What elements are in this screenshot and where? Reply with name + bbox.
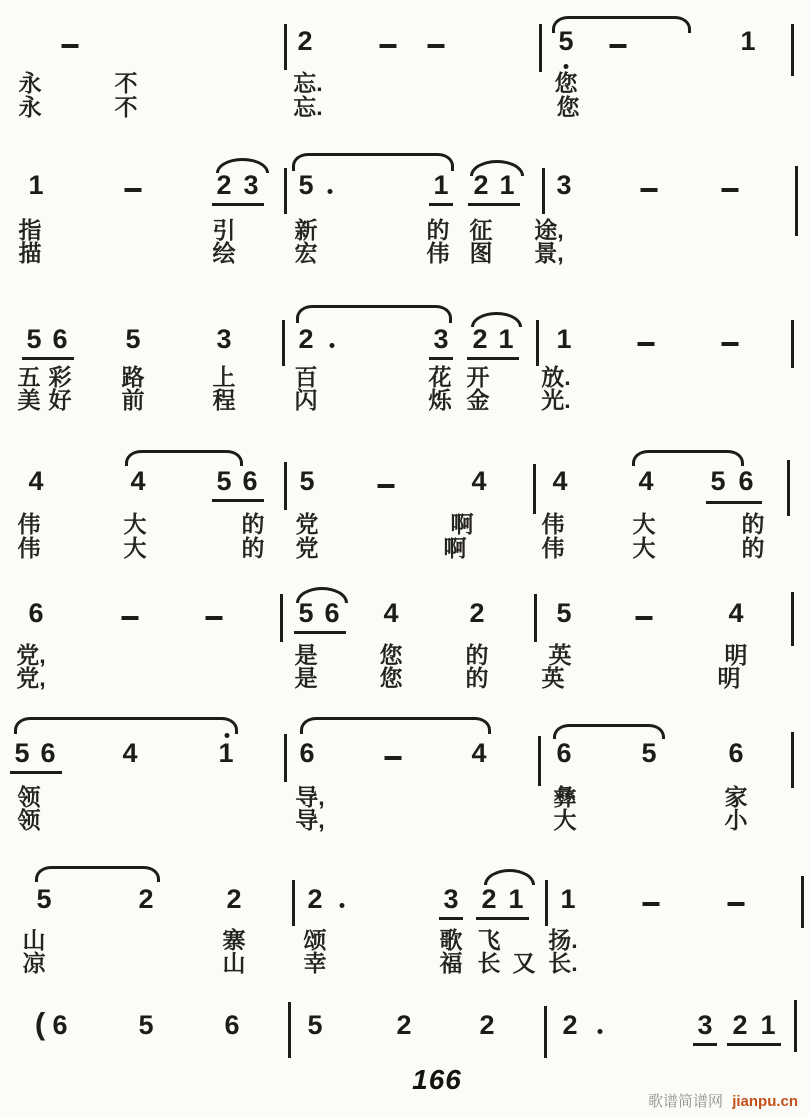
lyric-char: 家 xyxy=(724,784,748,810)
note-digit: 1 xyxy=(740,26,756,56)
lyric-char: 的 xyxy=(241,511,265,537)
duration-dash xyxy=(636,616,653,620)
note-digit: 1 xyxy=(498,324,514,354)
note-digit: 1 xyxy=(499,170,515,200)
note-digit: 1 xyxy=(560,884,576,914)
beam-underline xyxy=(212,203,264,206)
augmentation-dot xyxy=(330,343,335,348)
lyric-char: 啊 xyxy=(450,511,474,537)
barline xyxy=(534,594,537,642)
barline xyxy=(288,1002,291,1058)
note-digit: 4 xyxy=(122,738,138,768)
note-digit: 1 xyxy=(218,738,234,768)
lyric-char: 领 xyxy=(17,784,41,810)
slur xyxy=(125,450,243,466)
lyric-char: 伟 xyxy=(541,535,565,561)
note-digit: 4 xyxy=(383,598,399,628)
lyric-char: 小 xyxy=(724,807,748,833)
lyric-char: 烁 xyxy=(428,387,452,413)
note-digit: 2 xyxy=(138,884,154,914)
lyric-char: 上 xyxy=(212,364,236,390)
barline xyxy=(539,24,542,72)
note-digit: 2 xyxy=(732,1010,748,1040)
note-digit: 2 xyxy=(226,884,242,914)
note-digit: 5 xyxy=(138,1010,154,1040)
beam-underline xyxy=(429,357,453,360)
lyric-char: 的 xyxy=(741,535,765,561)
lyric-char: 闪 xyxy=(294,387,318,413)
lyric-char: 指 xyxy=(18,217,42,243)
duration-dash xyxy=(722,342,739,346)
note-digit: 6 xyxy=(556,738,572,768)
note-digit: 6 xyxy=(242,466,258,496)
slur xyxy=(300,717,491,734)
note-digit: 6 xyxy=(224,1010,240,1040)
beam-underline xyxy=(476,917,529,920)
lyric-char: 忘. xyxy=(293,70,323,96)
watermark-site-name: 歌谱简谱网 xyxy=(648,1093,724,1110)
lyric-char: 伟 xyxy=(541,511,565,537)
barline xyxy=(284,168,287,214)
duration-dash xyxy=(378,484,395,488)
note-digit: 6 xyxy=(299,738,315,768)
lyric-char: 永 xyxy=(18,70,42,96)
note-digit: 2 xyxy=(472,324,488,354)
note-digit: 6 xyxy=(40,738,56,768)
lyric-char: 前 xyxy=(121,387,145,413)
note-digit: 5 xyxy=(299,466,315,496)
duration-dash xyxy=(122,616,139,620)
duration-dash xyxy=(206,616,223,620)
beam-underline xyxy=(10,771,62,774)
duration-dash xyxy=(722,188,739,192)
watermark-site-url: jianpu.cn xyxy=(732,1093,799,1110)
beam-underline xyxy=(429,203,453,206)
lyric-char: 又 xyxy=(512,950,536,976)
note-digit: 1 xyxy=(508,884,524,914)
note-digit: 2 xyxy=(298,324,314,354)
duration-dash xyxy=(385,756,402,760)
beam-underline xyxy=(693,1043,717,1046)
barline xyxy=(787,460,790,516)
barline xyxy=(794,1000,797,1052)
lyric-char: 扬. xyxy=(548,927,578,953)
lyric-char: 征 xyxy=(469,217,493,243)
note-digit: 3 xyxy=(216,324,232,354)
duration-dash xyxy=(638,342,655,346)
beam-underline xyxy=(467,357,519,360)
lyric-char: 美 xyxy=(17,387,41,413)
lyric-char: 您 xyxy=(379,665,403,691)
note-digit: 5 xyxy=(641,738,657,768)
page-number: 166 xyxy=(412,1064,462,1095)
duration-dash xyxy=(125,188,142,192)
lyric-char: 明 xyxy=(717,665,741,691)
note-digit: 6 xyxy=(52,324,68,354)
slur-arc xyxy=(484,869,535,885)
augmentation-dot xyxy=(340,903,345,908)
lyric-char: 伟 xyxy=(17,511,41,537)
lyric-char: 开 xyxy=(466,364,490,390)
augmentation-dot xyxy=(328,189,333,194)
lyric-char: 金 xyxy=(466,387,490,413)
lyric-char: 您 xyxy=(379,642,403,668)
lyric-char: 山 xyxy=(222,950,246,976)
phrase-open-paren: ( xyxy=(34,1006,46,1041)
note-digit: 2 xyxy=(479,1010,495,1040)
lyric-char: 导, xyxy=(295,784,325,810)
lyric-char: 的 xyxy=(741,511,765,537)
lyric-char: 路 xyxy=(121,364,145,390)
lyric-char: 忘. xyxy=(293,94,323,120)
note-digit: 3 xyxy=(433,324,449,354)
lyric-char: 英 xyxy=(548,642,572,668)
lyric-char: 幸 xyxy=(303,950,327,976)
lyric-char: 绘 xyxy=(212,240,236,266)
duration-dash xyxy=(380,44,397,48)
note-digit: 5 xyxy=(307,1010,323,1040)
lyric-char: 放. xyxy=(541,364,571,390)
augmentation-dot xyxy=(598,1029,603,1034)
barline xyxy=(544,1006,547,1058)
duration-dash xyxy=(643,902,660,906)
barline xyxy=(280,594,283,642)
lyric-char: 山 xyxy=(22,927,46,953)
beam-underline xyxy=(727,1043,781,1046)
lyric-char: 光. xyxy=(541,387,571,413)
lyric-char: 英 xyxy=(541,665,565,691)
lyric-char: 引 xyxy=(212,217,236,243)
note-digit: 4 xyxy=(552,466,568,496)
note-digit: 2 xyxy=(481,884,497,914)
beam-underline xyxy=(212,499,264,502)
lyric-char: 不 xyxy=(114,70,138,96)
lyric-char: 啊 xyxy=(443,535,467,561)
lyric-char: 花 xyxy=(428,364,452,390)
note-digit: 4 xyxy=(471,738,487,768)
lyric-char: 大 xyxy=(123,511,147,537)
lyric-char: 长. xyxy=(548,950,578,976)
beam-underline xyxy=(468,203,520,206)
lyric-char: 不 xyxy=(114,94,138,120)
lyric-char: 党, xyxy=(16,665,46,691)
note-digit: 3 xyxy=(243,170,259,200)
note-digit: 1 xyxy=(433,170,449,200)
lyric-char: 凉 xyxy=(22,950,46,976)
lyric-char: 的 xyxy=(465,665,489,691)
lyric-char: 图 xyxy=(469,240,493,266)
lyric-char: 五 xyxy=(17,364,41,390)
note-digit: 5 xyxy=(710,466,726,496)
slur xyxy=(14,717,238,734)
beam-underline xyxy=(22,357,74,360)
note-digit: 5 xyxy=(14,738,30,768)
lyric-char: 是 xyxy=(294,665,318,691)
note-digit: 5 xyxy=(298,598,314,628)
duration-dash xyxy=(728,902,745,906)
lyric-char: 您 xyxy=(554,70,578,96)
note-digit: 2 xyxy=(297,26,313,56)
note-digit: 6 xyxy=(728,738,744,768)
lyric-char: 明 xyxy=(724,642,748,668)
lyric-char: 宏 xyxy=(294,240,318,266)
lyric-char: 新 xyxy=(294,217,318,243)
lyric-char: 大 xyxy=(632,511,656,537)
barline xyxy=(533,464,536,514)
watermark xyxy=(648,1090,798,1111)
slur xyxy=(35,866,160,882)
lyric-char: 彩 xyxy=(48,364,72,390)
note-digit: 2 xyxy=(307,884,323,914)
lyric-char: 党 xyxy=(295,511,319,537)
lyric-char: 您 xyxy=(556,94,580,120)
slur xyxy=(292,153,454,171)
note-digit: 4 xyxy=(728,598,744,628)
lyric-char: 是 xyxy=(294,642,318,668)
lyric-char: 导, xyxy=(295,807,325,833)
barline xyxy=(791,320,794,368)
lyric-char: 颂 xyxy=(303,927,327,953)
barline xyxy=(545,880,548,926)
duration-dash xyxy=(610,44,627,48)
note-digit: 2 xyxy=(216,170,232,200)
lyric-char: 好 xyxy=(48,387,72,413)
lyric-char: 大 xyxy=(632,535,656,561)
barline xyxy=(538,736,541,786)
barline xyxy=(791,732,794,788)
lyric-char: 百 xyxy=(294,364,318,390)
lyric-char: 永 xyxy=(18,94,42,120)
note-digit: 5 xyxy=(556,598,572,628)
barline xyxy=(795,166,798,236)
slur xyxy=(553,724,665,739)
lyric-char: 景, xyxy=(534,240,564,266)
lyric-char: 党 xyxy=(295,535,319,561)
note-digit: 5 xyxy=(216,466,232,496)
lyric-char: 的 xyxy=(465,642,489,668)
lyric-char: 途, xyxy=(534,217,564,243)
note-digit: 5 xyxy=(298,170,314,200)
note-digit: 4 xyxy=(28,466,44,496)
note-digit: 1 xyxy=(760,1010,776,1040)
barline xyxy=(791,592,794,646)
lyric-char: 彝 xyxy=(553,784,577,810)
lyric-char: 大 xyxy=(553,807,577,833)
note-digit: 6 xyxy=(52,1010,68,1040)
note-digit: 3 xyxy=(556,170,572,200)
note-digit: 6 xyxy=(738,466,754,496)
barline xyxy=(542,168,545,214)
slur xyxy=(632,450,744,466)
lyric-char: 大 xyxy=(123,535,147,561)
note-digit: 1 xyxy=(28,170,44,200)
note-digit: 2 xyxy=(562,1010,578,1040)
note-digit: 2 xyxy=(396,1010,412,1040)
lyric-char: 程 xyxy=(212,387,236,413)
lyric-char: 飞 xyxy=(477,927,501,953)
barline xyxy=(282,320,285,366)
note-digit: 1 xyxy=(556,324,572,354)
lyric-char: 党, xyxy=(16,642,46,668)
note-digit: 5 xyxy=(558,26,574,56)
lyric-char: 寨 xyxy=(222,927,246,953)
lyric-char: 的 xyxy=(426,217,450,243)
duration-dash xyxy=(428,44,445,48)
note-digit: 2 xyxy=(469,598,485,628)
barline xyxy=(284,24,287,70)
barline xyxy=(791,24,794,76)
lyric-char: 描 xyxy=(18,240,42,266)
note-digit: 5 xyxy=(26,324,42,354)
octave-dot-low xyxy=(564,64,569,69)
barline xyxy=(536,320,539,366)
beam-underline xyxy=(439,917,463,920)
beam-underline xyxy=(706,501,762,504)
lyric-char: 领 xyxy=(17,807,41,833)
lyric-char: 长 xyxy=(477,950,501,976)
note-digit: 5 xyxy=(125,324,141,354)
note-digit: 3 xyxy=(697,1010,713,1040)
duration-dash xyxy=(62,44,79,48)
lyric-char: 伟 xyxy=(17,535,41,561)
note-digit: 4 xyxy=(471,466,487,496)
lyric-char: 歌 xyxy=(439,927,463,953)
slur xyxy=(296,305,452,323)
lyric-char: 的 xyxy=(241,535,265,561)
note-digit: 2 xyxy=(473,170,489,200)
barline xyxy=(292,880,295,926)
note-digit: 4 xyxy=(638,466,654,496)
beam-underline xyxy=(294,631,346,634)
note-digit: 5 xyxy=(36,884,52,914)
lyric-char: 福 xyxy=(439,950,463,976)
barline xyxy=(801,876,804,928)
note-digit: 4 xyxy=(130,466,146,496)
note-digit: 3 xyxy=(443,884,459,914)
barline xyxy=(284,462,287,510)
barline xyxy=(284,734,287,782)
lyric-char: 伟 xyxy=(426,240,450,266)
note-digit: 6 xyxy=(28,598,44,628)
duration-dash xyxy=(641,188,658,192)
note-digit: 6 xyxy=(324,598,340,628)
